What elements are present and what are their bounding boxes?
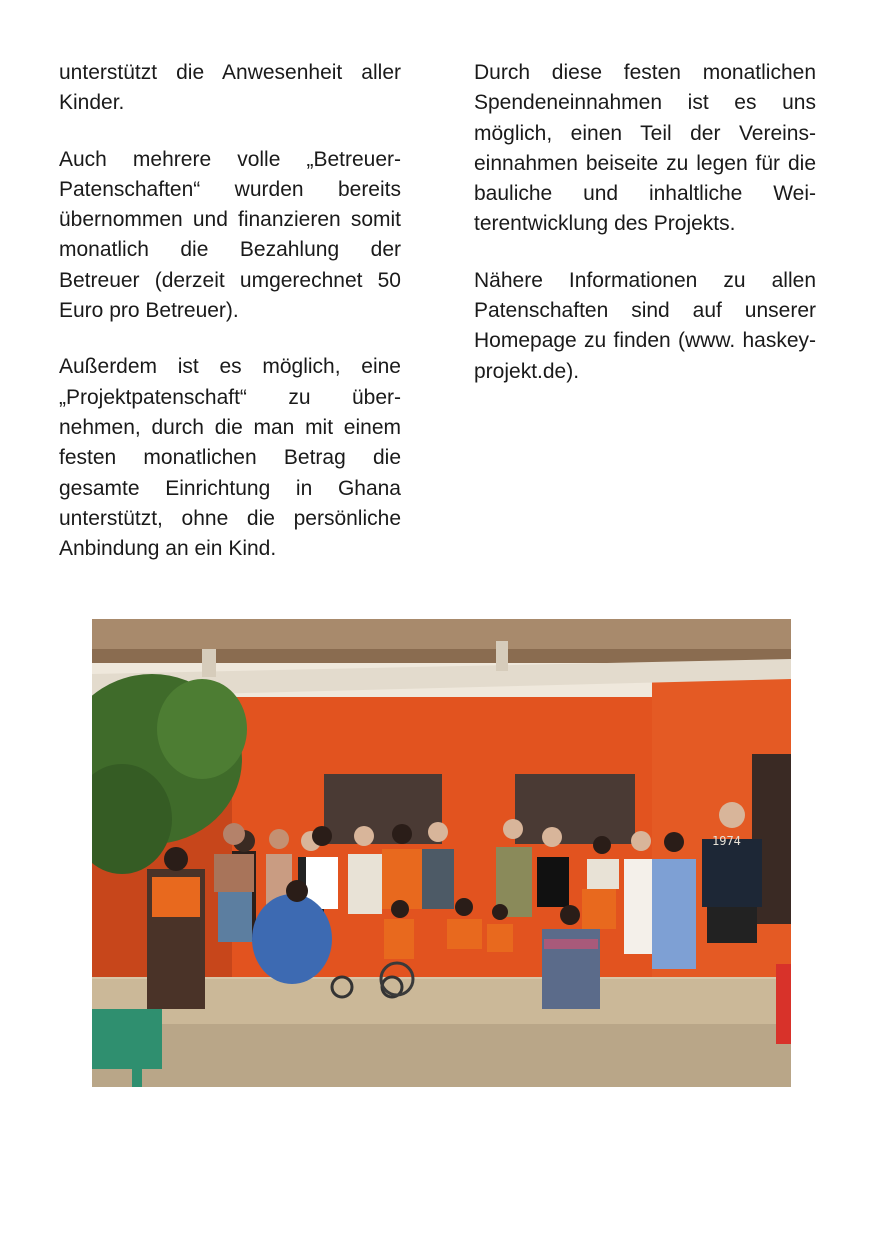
- paragraph: Durch diese festen monatlichen Spendeneinnahmen ist es uns möglich, einen Teil der Vereinseinnahmen beiseite zu legen für die bauliche und inhaltliche Weiterentwicklung des Projekts.: [474, 61, 816, 236]
- paragraph: Auch mehrere volle „Betreuer-Patenschaften“ wurden bereits übernommen und finanzieren somit monatlich die Bezahlung der Betreuer (derzeit umgerechnet 50 Euro pro Betreuer).: [59, 147, 401, 323]
- window: [515, 774, 635, 844]
- window: [324, 774, 442, 844]
- right-text-column: [474, 58, 816, 413]
- shirt-text: 1974: [712, 834, 741, 848]
- paragraph: Außerdem ist es möglich, eine „Projektpatenschaft“ zu übernehmen, durch die man mit einem festen monatlichen Betrag die gesamte Einrichtung in Ghana unterstützt, ohne die persönliche Anbindung an ein Kind.: [59, 355, 401, 561]
- green-chair: [92, 1009, 162, 1069]
- group-photo: [92, 619, 791, 1087]
- paragraph: unterstützt die Anwesenheit aller Kinder.: [59, 61, 401, 115]
- paragraph: Nähere Informationen zu allen Patenschaften sind auf unserer Homepage zu finden (www. haskey-projekt.de).: [474, 268, 816, 383]
- left-text-column: [59, 58, 401, 590]
- roof: [92, 619, 791, 649]
